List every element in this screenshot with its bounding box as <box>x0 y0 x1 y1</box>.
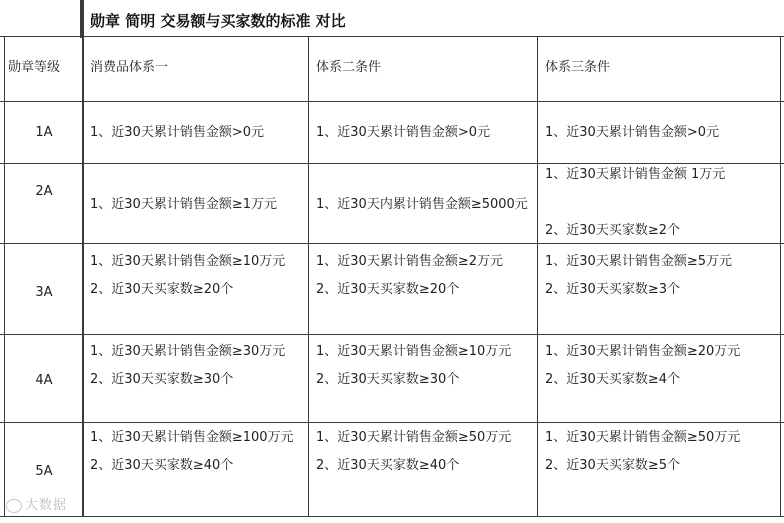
table-bottom-border <box>0 516 784 517</box>
criteria-line: 1、近30天内累计销售金额≥5000元 <box>316 197 528 212</box>
row-divider <box>0 334 784 335</box>
criteria-line: 2、近30天买家数≥2个 <box>545 223 680 238</box>
level-cell: 3A <box>35 285 53 300</box>
header-system-3: 体系三条件 <box>545 60 611 75</box>
criteria-line: 1、近30天累计销售金额≥5万元 <box>545 254 732 269</box>
criteria-line: 1、近30天累计销售金额>0元 <box>90 125 264 140</box>
col-divider <box>308 36 309 517</box>
level-cell: 4A <box>35 373 53 388</box>
criteria-line: 1、近30天累计销售金额≥50万元 <box>316 430 512 445</box>
watermark <box>6 494 67 513</box>
criteria-line: 1、近30天累计销售金额≥2万元 <box>316 254 503 269</box>
criteria-line: 1、近30天累计销售金额≥50万元 <box>545 430 741 445</box>
row-divider <box>0 163 784 164</box>
level-cell: 1A <box>35 125 53 140</box>
table-title: 勋章 简明 交易额与买家数的标准 对比 <box>90 12 346 30</box>
criteria-line: 2、近30天买家数≥20个 <box>316 282 460 297</box>
criteria-line: 2、近30天买家数≥20个 <box>90 282 234 297</box>
row-divider <box>0 101 784 102</box>
criteria-line: 1、近30天累计销售金额≥10万元 <box>316 344 512 359</box>
criteria-line: 2、近30天买家数≥3个 <box>545 282 680 297</box>
header-system-2: 体系二条件 <box>316 60 382 75</box>
level-cell: 5A <box>35 464 53 479</box>
criteria-line: 2、近30天买家数≥30个 <box>90 372 234 387</box>
criteria-line: 2、近30天买家数≥30个 <box>316 372 460 387</box>
criteria-line: 1、近30天累计销售金额≥1万元 <box>90 197 277 212</box>
watermark-text: 大数据 <box>25 498 68 513</box>
criteria-line: 1、近30天累计销售金额>0元 <box>316 125 490 140</box>
header-system-1: 消费品体系一 <box>90 60 169 75</box>
col-divider <box>82 0 84 517</box>
header-divider <box>0 36 784 37</box>
criteria-line: 2、近30天买家数≥40个 <box>90 458 234 473</box>
criteria-line: 1、近30天累计销售金额≥20万元 <box>545 344 741 359</box>
row-divider <box>0 422 784 423</box>
row-divider <box>0 243 784 244</box>
criteria-line: 1、近30天累计销售金额≥100万元 <box>90 430 294 445</box>
criteria-line: 1、近30天累计销售金额 1万元 <box>545 167 726 182</box>
criteria-line: 2、近30天买家数≥5个 <box>545 458 680 473</box>
level-cell: 2A <box>35 184 53 199</box>
col-divider <box>537 36 538 517</box>
criteria-line: 1、近30天累计销售金额≥10万元 <box>90 254 286 269</box>
col-divider <box>780 36 781 517</box>
col-divider <box>4 36 5 517</box>
watermark-logo-icon <box>6 499 22 513</box>
criteria-line: 1、近30天累计销售金额>0元 <box>545 125 719 140</box>
criteria-line: 2、近30天买家数≥40个 <box>316 458 460 473</box>
criteria-line: 1、近30天累计销售金额≥30万元 <box>90 344 286 359</box>
header-level: 勋章等级 <box>8 60 61 75</box>
criteria-line: 2、近30天买家数≥4个 <box>545 372 680 387</box>
